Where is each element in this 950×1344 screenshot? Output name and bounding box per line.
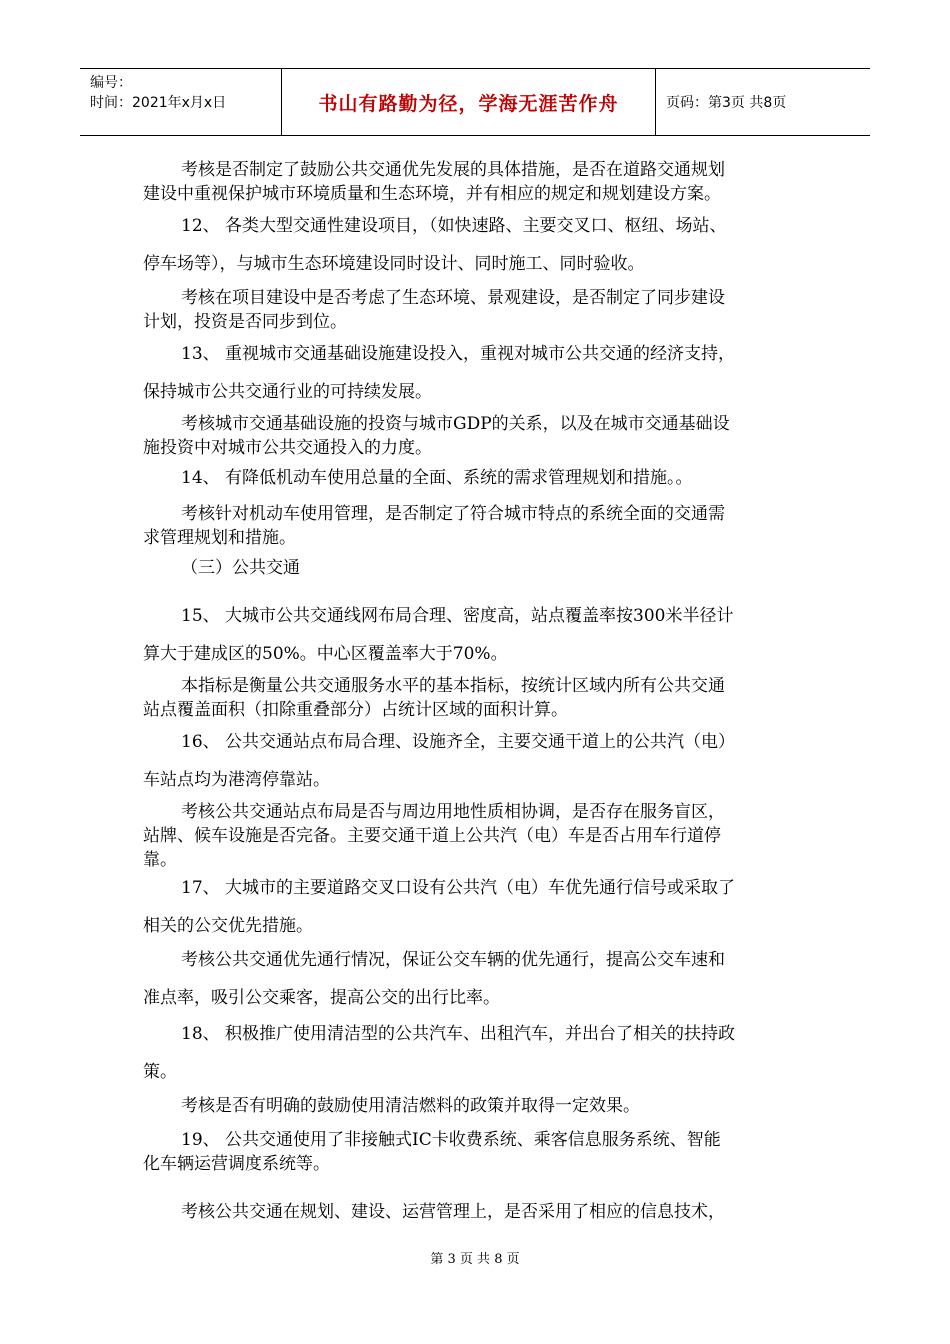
text-line: 停车场等），与城市生态环境建设同时设计、同时施工、同时验收。 — [143, 254, 645, 274]
text-line: 考核公共交通站点布局是否与周边用地性质相协调，是否存在服务盲区， — [181, 802, 725, 822]
paragraph — [143, 1022, 808, 1084]
text-line: 建设中重视保护城市环境质量和生态环境，并有相应的规定和规划建设方案。 — [143, 184, 721, 204]
paragraph — [143, 876, 808, 938]
text-line: 策。 — [143, 1062, 177, 1082]
paragraph — [143, 604, 808, 666]
text-line: 考核针对机动车使用管理，是否制定了符合城市特点的系统全面的交通需 — [181, 504, 725, 524]
paragraph — [143, 730, 808, 792]
paragraph — [143, 948, 808, 1010]
text-line: 靠。 — [143, 850, 177, 870]
page-footer: 第 3 页 共 8 页 — [430, 1252, 520, 1267]
text-line: （三）公共交通 — [181, 558, 300, 578]
text-line: 考核在项目建设中是否考虑了生态环境、景观建设，是否制定了同步建设 — [181, 288, 725, 308]
paragraph — [143, 158, 808, 206]
paragraph — [143, 466, 808, 490]
text-line: 保持城市公共交通行业的可持续发展。 — [143, 382, 432, 402]
text-line: 施投资中对城市公共交通投入的力度。 — [143, 438, 432, 458]
paragraph — [143, 1094, 808, 1118]
text-line: 站牌、候车设施是否完备。主要交通干道上公共汽（电）车是否占用车行道停 — [143, 826, 721, 846]
paragraph — [143, 214, 808, 276]
paragraph — [143, 342, 808, 404]
page-info: 页码：第3页 共8页 — [666, 95, 787, 111]
text-line: 考核城市交通基础设施的投资与城市GDP的关系，以及在城市交通基础设 — [181, 414, 730, 434]
text-line: 考核是否有明确的鼓励使用清洁燃料的政策并取得一定效果。 — [181, 1096, 640, 1116]
text-line: 14、 有降低机动车使用总量的全面、系统的需求管理规划和措施。。 — [181, 468, 693, 488]
text-line: 12、 各类大型交通性建设项目，（如快速路、主要交叉口、枢纽、场站、 — [181, 216, 727, 236]
header-middle-cell — [282, 69, 656, 135]
text-line: 算大于建成区的50%。中心区覆盖率大于70%。 — [143, 644, 508, 664]
text-line: 19、 公共交通使用了非接触式IC卡收费系统、乘客信息服务系统、智能 — [181, 1130, 721, 1150]
header-right-cell — [656, 69, 870, 135]
text-line: 17、 大城市的主要道路交叉口设有公共汽（电）车优先通行信号或采取了 — [181, 878, 736, 898]
paragraph — [143, 502, 808, 550]
paragraph — [143, 1200, 808, 1224]
text-line: 18、 积极推广使用清洁型的公共汽车、出租汽车，并出台了相关的扶持政 — [181, 1024, 736, 1044]
time-label: 时间：2021年x月x日 — [90, 95, 227, 111]
text-line: 计划，投资是否同步到位。 — [143, 312, 347, 332]
paragraph — [143, 674, 808, 722]
text-line: 考核是否制定了鼓励公共交通优先发展的具体措施，是否在道路交通规划 — [181, 160, 725, 180]
number-label: 编号： — [90, 75, 132, 91]
paragraph — [143, 1128, 808, 1176]
section-heading — [143, 556, 808, 580]
paragraph — [143, 412, 808, 460]
text-line: 化车辆运营调度系统等。 — [143, 1154, 330, 1174]
text-line: 本指标是衡量公共交通服务水平的基本指标，按统计区域内所有公共交通 — [181, 676, 725, 696]
text-line: 考核公共交通优先通行情况，保证公交车辆的优先通行，提高公交车速和 — [181, 950, 725, 970]
header-left-cell — [80, 69, 282, 135]
paragraph — [143, 286, 808, 334]
text-line: 车站点均为港湾停靠站。 — [143, 770, 330, 790]
text-line: 求管理规划和措施。 — [143, 528, 296, 548]
text-line: 站点覆盖面积（扣除重叠部分）占统计区域的面积计算。 — [143, 700, 568, 720]
text-line: 16、 公共交通站点布局合理、设施齐全，主要交通干道上的公共汽（电） — [181, 732, 736, 752]
text-line: 准点率，吸引公交乘客，提高公交的出行比率。 — [143, 988, 500, 1008]
paragraph — [143, 800, 808, 872]
slogan: 书山有路勤为径，学海无涯苦作舟 — [318, 92, 619, 115]
text-line: 相关的公交优先措施。 — [143, 916, 313, 936]
text-line: 13、 重视城市交通基础设施建设投入，重视对城市公共交通的经济支持， — [181, 344, 736, 364]
text-line: 15、 大城市公共交通线网布局合理、密度高，站点覆盖率按300米半径计 — [181, 606, 734, 626]
page-header — [80, 68, 870, 136]
text-line: 考核公共交通在规划、建设、运营管理上，是否采用了相应的信息技术， — [181, 1202, 725, 1222]
